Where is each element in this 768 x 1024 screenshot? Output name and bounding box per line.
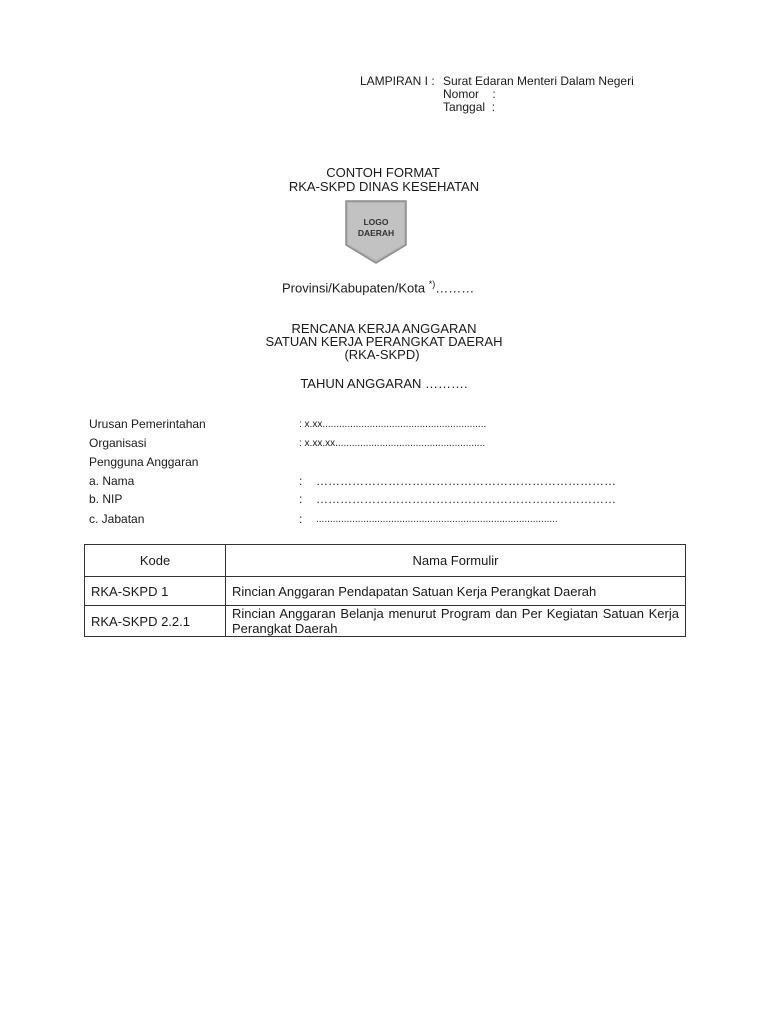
- provinsi-footnote-mark: *): [428, 279, 436, 289]
- row-nama-formulir: Rincian Anggaran Pendapatan Satuan Kerja Perangkat Daerah: [226, 577, 686, 606]
- nama-label: a. Nama: [89, 474, 135, 488]
- lampiran-label: LAMPIRAN I :: [360, 74, 435, 88]
- provinsi-line: [282, 279, 474, 295]
- logo-daerah-icon: [344, 199, 408, 265]
- organisasi-value: : x.xx.xx......................................................: [299, 438, 486, 449]
- jabatan-colon: :: [299, 512, 303, 526]
- urusan-value: : x.xx...........................................................: [299, 419, 487, 430]
- doc-title-line1: RENCANA KERJA ANGGARAN: [291, 321, 477, 336]
- nama-value: …………………………………………………………………: [316, 474, 616, 488]
- jabatan-value: .......................................................................................: [316, 514, 558, 525]
- header-nama-formulir: Nama Formulir: [226, 545, 686, 577]
- header-contoh-format: CONTOH FORMAT: [326, 165, 440, 180]
- table-header-row: [85, 545, 686, 577]
- pengguna-label: Pengguna Anggaran: [89, 455, 199, 469]
- nama-colon: :: [299, 474, 303, 488]
- logo-text-line2: DAERAH: [357, 228, 395, 238]
- jabatan-label: c. Jabatan: [89, 512, 145, 526]
- lampiran-nomor: Nomor :: [443, 87, 496, 101]
- row-kode: RKA-SKPD 1: [85, 577, 226, 606]
- table-row: [85, 606, 686, 637]
- row-nama-formulir: Rincian Anggaran Belanja menurut Program dan Per Kegiatan Satuan Kerja Perangkat Daerah: [226, 606, 686, 637]
- header-rka-skpd: RKA-SKPD DINAS KESEHATAN: [288, 179, 480, 194]
- tahun-anggaran: TAHUN ANGGARAN ……….: [300, 376, 468, 391]
- header-kode: Kode: [85, 545, 226, 577]
- provinsi-label: Provinsi/Kabupaten/Kota: [282, 280, 429, 296]
- doc-title-line2: SATUAN KERJA PERANGKAT DAERAH: [265, 334, 503, 349]
- doc-title-line3: (RKA-SKPD): [344, 347, 420, 362]
- table-row: [85, 577, 686, 606]
- lampiran-title: Surat Edaran Menteri Dalam Negeri: [443, 74, 634, 88]
- provinsi-dots: ………: [435, 280, 475, 296]
- nip-value: …………………………………………………………………: [316, 492, 616, 506]
- organisasi-label: Organisasi: [89, 436, 147, 450]
- nip-label: b. NIP: [89, 492, 123, 506]
- lampiran-tanggal: Tanggal :: [443, 100, 496, 114]
- urusan-label: Urusan Pemerintahan: [89, 417, 206, 431]
- formulir-table: [84, 544, 686, 637]
- row-kode: RKA-SKPD 2.2.1: [85, 606, 226, 637]
- logo-text-line1: LOGO: [363, 217, 389, 227]
- nip-colon: :: [299, 492, 303, 506]
